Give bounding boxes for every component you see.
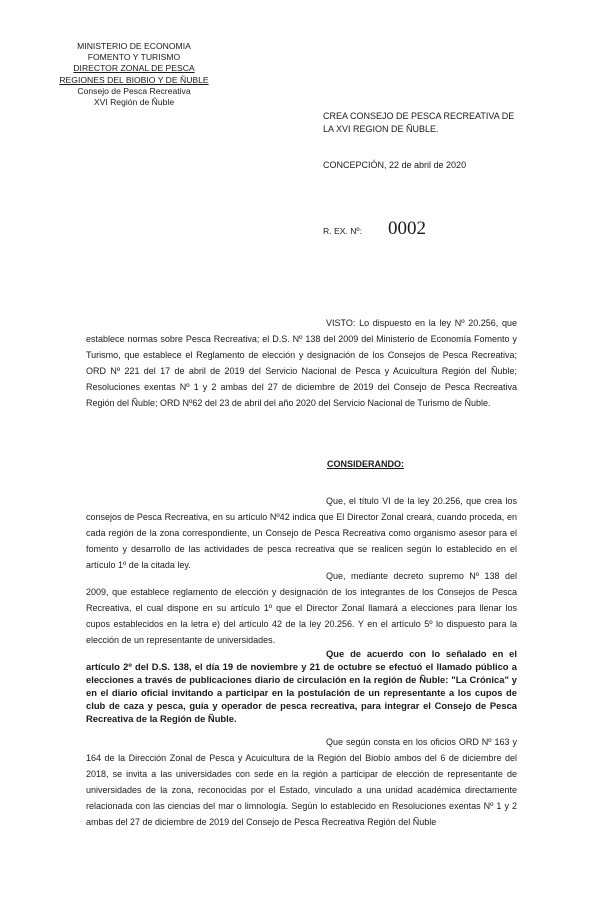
header-director: DIRECTOR ZONAL DE PESCA [73, 63, 195, 74]
header-council: Consejo de Pesca Recreativa [77, 85, 191, 96]
resolution-number: 0002 [387, 218, 426, 239]
resolution-label: R. EX. Nº: [323, 226, 362, 236]
visto-label: VISTO: [326, 318, 356, 328]
header-ministry-sub: FOMENTO Y TURISMO [87, 52, 181, 63]
document-title [323, 110, 523, 135]
title-line-2: LA XVI REGION DE ÑUBLE. [323, 123, 439, 134]
resolution-number-block [323, 218, 426, 240]
place-date: CONCEPCIÓN, 22 de abril de 2020 [323, 160, 467, 170]
considerando-paragraph-3: Que de acuerdo con lo señalado en el artículo 2º del D.S. 138, el día 19 de noviembre y 21 de octubre se efectuó el llamado público a elecciones a través de publicaciones diario de circulación en la región de Ñuble: "La Crónica" y en el diario oficial invitando a participar en la postulación de un representante a los cupos de club de caza y pesca, guía y operador de pesca recreativa, para integrar el Consejo de Pesca Recreativa de la Región de Ñuble. [86, 648, 517, 724]
header-region: XVI Región de Ñuble [93, 97, 175, 108]
header-ministry: MINISTERIO DE ECONOMIA [77, 41, 191, 51]
title-line-1: CREA CONSEJO DE PESCA RECREATIVA DE [323, 111, 515, 121]
visto-text: Lo dispuesto en la ley Nº 20.256, que establece normas sobre Pesca Recreativa; el D.S. Nº 138 del 2009 del Ministerio de Economía Fomento y Turismo, que establece el Reglamento de elección y designación de los Consejos de Pesca Recreativa; ORD Nº 221 del 17 de abril de 2019 del Servicio Nacional de Pesca y Acuicultura Región del Ñuble; Resoluciones exentas Nº 1 y 2 ambas del 27 de diciembre de 2019 del Consejo de Pesca Recreativa Región del Ñuble; ORD Nº62 del 23 de abril del año 2020 del Servicio Nacional de Turismo de Ñuble. [86, 318, 517, 408]
considerando-heading: CONSIDERANDO: [327, 459, 405, 469]
considerando-paragraph-2: Que, mediante decreto supremo Nº 138 del 2009, que establece reglamento de elección y designación de los integrantes de los Consejos de Pesca Recreativa, el cual dispone en su artículo 1º que el Director Zonal llamará a elecciones para llenar los cupos establecidos en la letra e) del artículo 42 de la ley 20.256. Y en el artículo 5º lo dispuesto para la elección de un representante de universidades. [86, 571, 517, 645]
considerando-paragraph-1: Que, el título VI de la ley 20.256, que crea los consejos de Pesca Recreativa, en su artículo Nº42 indica que El Director Zonal creará, cuando proceda, en cada región de la zona correspondiente, un Consejo de Pesca Recreativa como organismo asesor para el fomento y desarrollo de las actividades de pesca recreativa que se realicen según lo establecido en el artículo 1º de la citada ley. [86, 496, 517, 570]
header-regions: REGIONES DEL BIOBIO Y DE ÑUBLE [59, 74, 209, 85]
ministry-header [58, 41, 210, 108]
visto-paragraph [86, 316, 517, 411]
considerando-paragraph-4: Que según consta en los oficios ORD Nº 163 y 164 de la Dirección Zonal de Pesca y Acuicultura de la Región del Biobío ambos del 6 de diciembre del 2018, se invita a las universidades con sede en la región a participar de elección de representante de universidades de la zona, reconocidas por el Estado, vinculado a una unidad académica directamente relacionada con las ciencias del mar o limnología. Según lo establecido en Resoluciones exentas Nº 1 y 2 ambas del 27 de diciembre de 2019 del Consejo de Pesca Recreativa Región del Ñuble [86, 737, 517, 827]
